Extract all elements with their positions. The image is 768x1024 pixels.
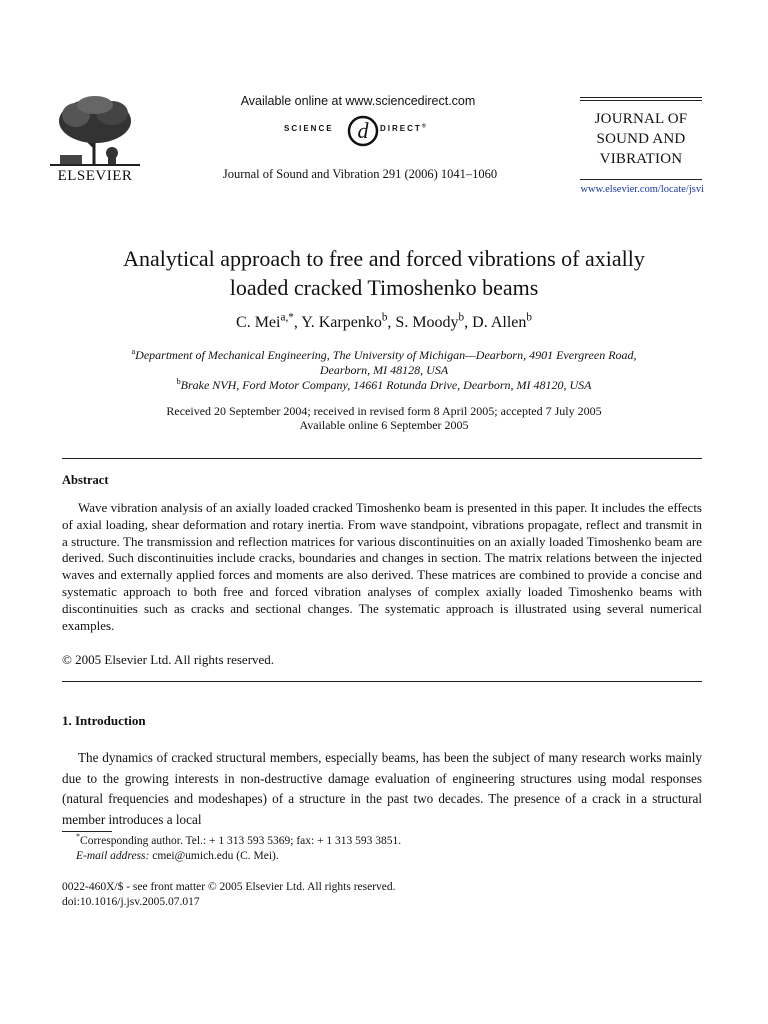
sciencedirect-direct-text: DIRECT bbox=[380, 124, 422, 133]
affiliation-a bbox=[40, 348, 728, 378]
author-list bbox=[40, 311, 728, 332]
introduction-paragraph: The dynamics of cracked structural members, especially beams, has been the subject of many research works mainly due to the growing interests in non-destructive damage evaluation of engineering structures using modal responses (natural frequencies and modeshapes) of a structure in the past two decades. The presence of a crack in a structural member introduces a local bbox=[62, 750, 702, 827]
affiliation-b-text: Brake NVH, Ford Motor Company, 14661 Rotunda Drive, Dearborn, MI 48120, USA bbox=[180, 378, 592, 392]
author-separator: , bbox=[387, 314, 396, 331]
trademark-sign: ® bbox=[421, 123, 428, 130]
abstract-bottom-rule bbox=[62, 681, 702, 682]
doi-link[interactable]: doi:10.1016/j.jsv.2005.07.017 bbox=[62, 896, 200, 908]
sciencedirect-at-icon bbox=[346, 112, 380, 148]
journal-rule-top bbox=[580, 97, 702, 98]
sciencedirect-logo bbox=[278, 112, 448, 148]
corresponding-author-text: Corresponding author. Tel.: + 1 313 593 5369; fax: + 1 313 593 3851. bbox=[80, 835, 402, 847]
author-name: C. Mei bbox=[236, 314, 281, 331]
journal-name-line-1: JOURNAL OF bbox=[594, 111, 688, 127]
author-separator: , bbox=[293, 314, 302, 331]
author-name: Y. Karpenko bbox=[301, 314, 382, 331]
journal-rule-bottom bbox=[580, 179, 702, 180]
svg-text:d: d bbox=[357, 118, 369, 143]
affiliation-b-mark: b bbox=[176, 377, 181, 386]
author-affiliation-mark[interactable]: b bbox=[526, 311, 532, 324]
journal-name bbox=[580, 109, 702, 169]
author-separator: , bbox=[464, 314, 473, 331]
email-address-link[interactable]: cmei@umich.edu (C. Mei). bbox=[149, 850, 279, 862]
author-name: D. Allen bbox=[472, 314, 527, 331]
received-line-1: Received 20 September 2004; received in revised form 8 April 2005; accepted 7 July 2005 bbox=[166, 404, 602, 418]
footnote-rule bbox=[62, 831, 112, 832]
article-title bbox=[40, 244, 728, 302]
sciencedirect-science-word: SCIENCE bbox=[284, 124, 334, 133]
corresponding-mark: * bbox=[76, 832, 81, 842]
front-matter-line: 0022-460X/$ - see front matter © 2005 Elsevier Ltd. All rights reserved. bbox=[62, 881, 396, 893]
article-title-line-1: Analytical approach to free and forced vibrations of axially bbox=[123, 246, 645, 271]
email-label: E-mail address: bbox=[76, 850, 150, 862]
author-affiliation-mark[interactable]: b bbox=[458, 311, 465, 324]
received-dates bbox=[40, 404, 728, 432]
abstract-heading: Abstract bbox=[62, 473, 109, 487]
corresponding-author-footnote bbox=[76, 834, 401, 849]
journal-name-line-2: SOUND AND bbox=[596, 131, 686, 147]
available-online-date: Available online 6 September 2005 bbox=[299, 418, 469, 432]
journal-url-link[interactable]: www.elsevier.com/locate/jsvi bbox=[580, 184, 704, 195]
author-affiliation-mark[interactable]: a,* bbox=[280, 311, 294, 324]
available-online-text: Available online at www.sciencedirect.com bbox=[240, 94, 476, 108]
abstract-text: Wave vibration analysis of an axially loaded cracked Timoshenko beam is presented in this paper. It includes the effects of axial loading, shear deformation and rotary inertia. From wave standpoint, vibrations propagate, reflect and transmit in a structure. The transmission and reflection matrices for various discontinuities on an axially loaded Timoshenko beam are derived. Such discontinuities include cracks, boundaries and changes in section. The matrix relations between the injected waves and externally applied forces and moments are also derived. These matrices are combined to provide a concise and systematic approach to both free and forced vibration analyses of complex axially loaded Timoshenko beams with discontinuities such as cracks and sectional changes. The systematic approach is illustrated using several numerical examples. bbox=[62, 500, 702, 633]
affiliation-a-mark: a bbox=[131, 347, 136, 356]
affiliation-a-line-2: Dearborn, MI 48128, USA bbox=[319, 363, 449, 377]
section-heading-introduction: 1. Introduction bbox=[62, 713, 146, 728]
journal-rule-top-2 bbox=[580, 100, 702, 101]
author-affiliation-mark[interactable]: b bbox=[381, 311, 388, 324]
journal-reference: Journal of Sound and Vibration 291 (2006) 1041–1060 bbox=[222, 167, 498, 181]
article-title-line-2: loaded cracked Timoshenko beams bbox=[229, 275, 539, 300]
journal-name-box bbox=[580, 97, 702, 182]
sciencedirect-direct-word bbox=[380, 124, 428, 133]
journal-name-line-3: VIBRATION bbox=[599, 151, 683, 167]
email-footnote bbox=[76, 849, 279, 864]
publisher-name: ELSEVIER bbox=[57, 168, 133, 184]
author-name: S. Moody bbox=[395, 314, 459, 331]
abstract-top-rule bbox=[62, 458, 702, 459]
abstract-copyright: © 2005 Elsevier Ltd. All rights reserved. bbox=[62, 652, 275, 667]
affiliation-b bbox=[40, 378, 728, 393]
affiliation-a-line-1: Department of Mechanical Engineering, The University of Michigan—Dearborn, 4901 Evergreen Road, bbox=[135, 348, 637, 362]
